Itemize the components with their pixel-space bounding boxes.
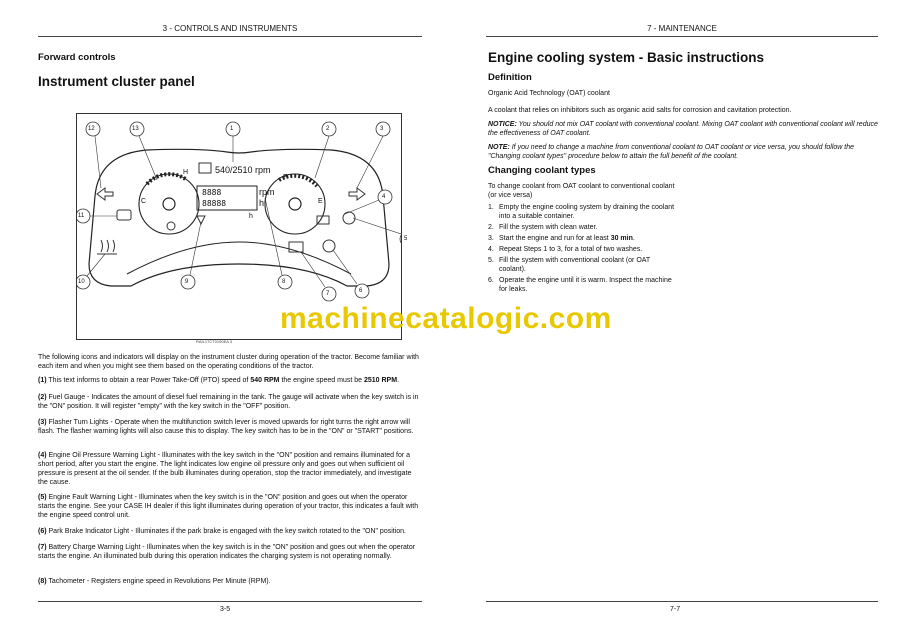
step-5 (488, 256, 678, 274)
callout-5: 5 (404, 236, 408, 242)
step-3-num: 3. (488, 235, 494, 242)
callout-1: 1 (230, 126, 234, 132)
lcd-bottom-digits: 88888 (202, 199, 227, 208)
note-block (488, 143, 880, 161)
item-6-text: Park Brake Indicator Light - Illuminates if the park brake is engaged with the key switch rotated to the "ON" position. (48, 528, 406, 535)
notice-text: You should not mix OAT coolant with conventional coolant. Mixing OAT coolant with conventional coolant will reduce the effectiveness of OAT coolant. (488, 121, 878, 137)
callout-13: 13 (132, 126, 139, 132)
glow-plug-icon (97, 240, 117, 254)
callout-4: 4 (382, 194, 386, 200)
note-label: NOTE: (488, 144, 510, 151)
callout-6: 6 (359, 288, 363, 294)
item-8-text: Tachometer - Registers engine speed in Revolutions Per Minute (RPM). (48, 578, 271, 585)
left-section-heading: Forward controls (38, 52, 116, 63)
lcd-rpm-label: rpm (259, 187, 275, 197)
notice-label: NOTICE: (488, 121, 517, 128)
steps-list (488, 203, 678, 296)
item-7-num: (7) (38, 544, 47, 551)
item-1-bold1: 540 RPM (250, 377, 280, 384)
item-4-text: Engine Oil Pressure Warning Light - Illuminates with the key switch in the "ON" position and remains illuminated for a short period, after you start the engine. The light indicates low engine oil pressure only and goes out when sufficient oil pressure is present at the oil sender. If the bulb illuminates during operation, stop the tractor immediately, and investigate the cause. (38, 452, 412, 486)
pto-rpm-text: 540/2510 rpm (215, 165, 271, 175)
right-page-title: Engine cooling system - Basic instructions (488, 50, 765, 65)
callout-11: 11 (78, 213, 85, 219)
right-header-rule (486, 36, 878, 37)
lcd-small-h-label: h (249, 213, 253, 220)
right-page-header: 7 - MAINTENANCE (647, 24, 717, 33)
callout-9: 9 (185, 279, 189, 285)
step-2 (488, 223, 678, 232)
item-3-text: Flasher Turn Lights - Operate when the multifunction switch lever is moved upwards for right turns the right arrow will flash. The flasher warning lights will also cause this to display. The key switch has to be in the "ON" or "START" positions. (38, 419, 414, 435)
step-4-num: 4. (488, 246, 494, 253)
item-5-text: Engine Fault Warning Light - Illuminates when the key switch is in the "ON" position and goes out when the operator starts the engine. See your CASE IH dealer if this light illuminates during operation of your tractor, this indicates a fault with the engine speed control unit. (38, 494, 419, 519)
item-6 (38, 527, 422, 536)
item-7 (38, 543, 422, 561)
item-1-num: (1) (38, 377, 47, 384)
item-7-text: Battery Charge Warning Light - Illuminates when the key switch is in the "ON" position and goes out when the operator starts the engine. An illuminated bulb during this operation indicates the charging system is not operating normally. (38, 544, 416, 560)
coolant-icon (167, 222, 175, 230)
step-2-text: Fill the system with clean water. (499, 224, 598, 231)
item-1-bold2: 2510 RPM (363, 377, 398, 384)
step-5-num: 5. (488, 257, 494, 264)
oat-description: A coolant that relies on inhibitors such as organic acid salts for corrosion and cavitation protection. (488, 107, 792, 114)
item-1-mid: the engine speed must be (281, 377, 363, 384)
item-2-num: (2) (38, 394, 47, 401)
gauge-c-label: C (141, 198, 147, 205)
lcd-h-label: h (259, 198, 265, 208)
step-3-bold: 30 min (610, 235, 633, 242)
left-footer-rule (38, 601, 422, 602)
note-text: If you need to change a machine from conventional coolant to OAT coolant or vice versa, you should follow the "Changing coolant types" procedure below to attain the full benefit of the coolant. (488, 144, 855, 160)
item-5 (38, 493, 422, 520)
callout-12: 12 (88, 126, 95, 132)
item-3-num: (3) (38, 419, 47, 426)
step-6-num: 6. (488, 277, 494, 284)
callout-7: 7 (326, 291, 330, 297)
pto-icon (199, 163, 211, 173)
step-3 (488, 234, 678, 243)
gauge-h-label: H (183, 169, 189, 176)
item-8-num: (8) (38, 578, 47, 585)
gauge-f-label: F (283, 174, 288, 181)
callout-2: 2 (326, 126, 330, 132)
left-page-number: 3-5 (220, 606, 231, 613)
item-1 (38, 376, 422, 385)
engine-fault-icon (117, 210, 131, 220)
item-2-text: Fuel Gauge - Indicates the amount of diesel fuel remaining in the tank. The gauge will activate when the key switch is in the "ON" position. It will register "empty" with the key switch in the "OFF" position. (38, 394, 419, 410)
gauge-e-label: E (318, 198, 323, 205)
right-page-number: 7-7 (670, 606, 681, 613)
item-4 (38, 451, 422, 487)
left-turn-arrow-icon (97, 188, 113, 200)
callout-8: 8 (282, 279, 286, 285)
changing-intro: To change coolant from OAT coolant to conventional coolant (or vice versa) (488, 183, 675, 199)
step-5-text: Fill the system with conventional coolant (or OAT coolant). (499, 257, 651, 273)
item-8 (38, 577, 422, 586)
item-2 (38, 393, 422, 411)
step-2-num: 2. (488, 224, 494, 231)
right-footer-rule (486, 601, 878, 602)
item-5-num: (5) (38, 494, 47, 501)
intro-paragraph: The following icons and indicators will display on the instrument cluster during operation of the tractor. Become familiar with each item and when you might see them based on the operating conditions of the tractor. (38, 354, 419, 370)
left-page-title: Instrument cluster panel (38, 74, 195, 89)
item-6-num: (6) (38, 528, 47, 535)
step-4 (488, 245, 678, 254)
step-1-text: Empty the engine cooling system by draining the coolant into a suitable container. (499, 204, 675, 220)
step-4-text: Repeat Steps 1 to 3, for a total of two washes. (499, 246, 643, 253)
step-1-num: 1. (488, 204, 494, 211)
left-page-header: 3 - CONTROLS AND INSTRUMENTS (162, 24, 298, 33)
step-6-text: Operate the engine until it is warm. Inspect the machine for leaks. (499, 277, 672, 293)
changing-coolant-heading: Changing coolant types (488, 165, 596, 176)
step-3-text: Start the engine and run for at least (499, 235, 609, 242)
step-3-end: . (632, 235, 635, 242)
right-turn-arrow-icon (349, 188, 365, 200)
item-4-num: (4) (38, 452, 47, 459)
item-3 (38, 418, 422, 436)
definition-heading: Definition (488, 72, 532, 83)
watermark-text: machinecatalogic.com (280, 302, 612, 335)
figure-caption: RAIL17CT0190EA 3 (196, 339, 233, 344)
callout-10: 10 (78, 279, 85, 285)
step-6 (488, 276, 678, 294)
fuel-gauge-ring (265, 174, 325, 234)
step-1 (488, 203, 678, 221)
oat-line: Organic Acid Technology (OAT) coolant (488, 90, 610, 97)
left-header-rule (38, 36, 422, 37)
item-1-text: This text informs to obtain a rear Power Take-Off (PTO) speed of (48, 377, 249, 384)
lcd-top-digits: 8888 (202, 188, 222, 197)
callout-3: 3 (380, 126, 384, 132)
item-1-end: . (397, 377, 400, 384)
notice-block (488, 120, 880, 138)
